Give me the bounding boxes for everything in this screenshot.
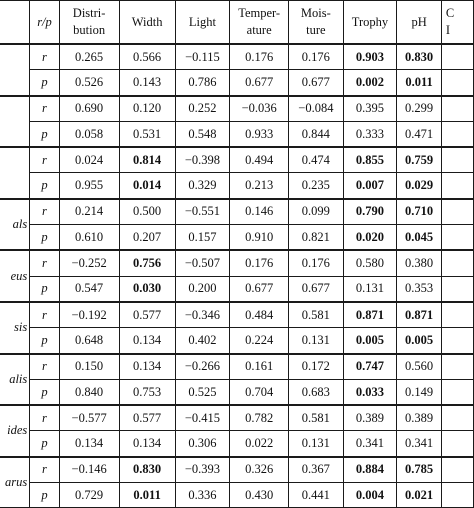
last-column-cell: [441, 225, 473, 251]
temperature-cell: 0.910: [230, 225, 289, 251]
distribution-cell: 0.024: [59, 147, 119, 173]
table-row: [0, 302, 474, 328]
last-column-cell: [441, 276, 473, 302]
distribution-cell: 0.058: [59, 121, 119, 147]
temperature-cell: 0.161: [230, 354, 289, 380]
trophy-cell: 0.580: [343, 250, 397, 276]
moisture-cell: 0.441: [289, 483, 343, 508]
rp-cell: p: [30, 431, 59, 457]
distribution-cell: −0.146: [59, 457, 119, 483]
light-cell: 0.200: [175, 276, 229, 302]
header-species: [0, 1, 30, 45]
width-cell: 0.014: [119, 173, 175, 199]
rp-cell: r: [30, 96, 59, 122]
trophy-cell: 0.341: [343, 431, 397, 457]
distribution-cell: 0.214: [59, 199, 119, 225]
distribution-cell: −0.252: [59, 250, 119, 276]
rp-cell: r: [30, 354, 59, 380]
rp-cell: p: [30, 483, 59, 508]
table-row: [0, 431, 474, 457]
ph-cell: 0.710: [397, 199, 441, 225]
species-name-cell: ides: [0, 405, 30, 457]
width-cell: 0.030: [119, 276, 175, 302]
distribution-cell: 0.648: [59, 328, 119, 354]
trophy-cell: 0.884: [343, 457, 397, 483]
trophy-cell: 0.389: [343, 405, 397, 431]
rp-cell: r: [30, 44, 59, 70]
width-cell: 0.756: [119, 250, 175, 276]
temperature-cell: 0.484: [230, 302, 289, 328]
last-column-cell: [441, 431, 473, 457]
width-cell: 0.577: [119, 302, 175, 328]
rp-cell: p: [30, 70, 59, 96]
species-name-cell: alis: [0, 354, 30, 406]
header-ph: pH: [397, 1, 441, 45]
width-cell: 0.830: [119, 457, 175, 483]
ph-cell: 0.029: [397, 173, 441, 199]
moisture-cell: 0.176: [289, 250, 343, 276]
table-row: [0, 379, 474, 405]
moisture-cell: 0.581: [289, 405, 343, 431]
ph-cell: 0.341: [397, 431, 441, 457]
temperature-cell: 0.782: [230, 405, 289, 431]
last-column-cell: [441, 147, 473, 173]
header-trophy: Trophy: [343, 1, 397, 45]
distribution-cell: 0.265: [59, 44, 119, 70]
species-name-cell: sis: [0, 302, 30, 354]
temperature-cell: −0.036: [230, 96, 289, 122]
moisture-cell: 0.677: [289, 70, 343, 96]
last-column-cell: [441, 44, 473, 70]
ph-cell: 0.389: [397, 405, 441, 431]
light-cell: −0.266: [175, 354, 229, 380]
ph-cell: 0.380: [397, 250, 441, 276]
species-name-cell: als: [0, 199, 30, 251]
ph-cell: 0.149: [397, 379, 441, 405]
distribution-cell: 0.840: [59, 379, 119, 405]
species-name-cell: arus: [0, 457, 30, 508]
table-row: [0, 44, 474, 70]
ph-cell: 0.759: [397, 147, 441, 173]
rp-cell: r: [30, 457, 59, 483]
temperature-cell: 0.213: [230, 173, 289, 199]
table-row: [0, 96, 474, 122]
moisture-cell: 0.235: [289, 173, 343, 199]
header-moisture: Mois- ture: [289, 1, 343, 45]
distribution-cell: 0.729: [59, 483, 119, 508]
light-cell: 0.336: [175, 483, 229, 508]
light-cell: 0.402: [175, 328, 229, 354]
species-name-cell: eus: [0, 250, 30, 302]
distribution-cell: 0.150: [59, 354, 119, 380]
ph-cell: 0.471: [397, 121, 441, 147]
rp-cell: r: [30, 147, 59, 173]
distribution-cell: 0.526: [59, 70, 119, 96]
light-cell: −0.551: [175, 199, 229, 225]
last-column-cell: [441, 199, 473, 225]
ph-cell: 0.830: [397, 44, 441, 70]
width-cell: 0.577: [119, 405, 175, 431]
last-column-cell: [441, 96, 473, 122]
temperature-cell: 0.022: [230, 431, 289, 457]
table-row: [0, 199, 474, 225]
moisture-cell: 0.821: [289, 225, 343, 251]
width-cell: 0.134: [119, 354, 175, 380]
header-last: C I: [441, 1, 473, 45]
header-distribution: Distri- bution: [59, 1, 119, 45]
temperature-cell: 0.176: [230, 44, 289, 70]
moisture-cell: 0.367: [289, 457, 343, 483]
distribution-cell: −0.577: [59, 405, 119, 431]
distribution-cell: 0.955: [59, 173, 119, 199]
moisture-cell: 0.474: [289, 147, 343, 173]
temperature-cell: 0.146: [230, 199, 289, 225]
last-column-cell: [441, 379, 473, 405]
trophy-cell: 0.790: [343, 199, 397, 225]
header-rp: r/p: [30, 1, 59, 45]
table-body: [0, 44, 474, 508]
moisture-cell: 0.131: [289, 328, 343, 354]
table-row: [0, 70, 474, 96]
last-column-cell: [441, 483, 473, 508]
temperature-cell: 0.326: [230, 457, 289, 483]
temperature-cell: 0.677: [230, 70, 289, 96]
width-cell: 0.500: [119, 199, 175, 225]
light-cell: 0.548: [175, 121, 229, 147]
ph-cell: 0.011: [397, 70, 441, 96]
width-cell: 0.753: [119, 379, 175, 405]
width-cell: 0.134: [119, 328, 175, 354]
rp-cell: p: [30, 121, 59, 147]
trophy-cell: 0.903: [343, 44, 397, 70]
rp-cell: r: [30, 250, 59, 276]
moisture-cell: 0.844: [289, 121, 343, 147]
last-column-cell: [441, 457, 473, 483]
light-cell: −0.398: [175, 147, 229, 173]
trophy-cell: 0.871: [343, 302, 397, 328]
distribution-cell: 0.134: [59, 431, 119, 457]
ph-cell: 0.871: [397, 302, 441, 328]
light-cell: −0.507: [175, 250, 229, 276]
header-row: [0, 1, 474, 45]
trophy-cell: 0.007: [343, 173, 397, 199]
light-cell: −0.346: [175, 302, 229, 328]
trophy-cell: 0.131: [343, 276, 397, 302]
table-row: [0, 276, 474, 302]
last-column-cell: [441, 173, 473, 199]
trophy-cell: 0.395: [343, 96, 397, 122]
light-cell: 0.329: [175, 173, 229, 199]
species-name-cell: [0, 44, 30, 96]
width-cell: 0.531: [119, 121, 175, 147]
temperature-cell: 0.494: [230, 147, 289, 173]
table-row: [0, 328, 474, 354]
moisture-cell: −0.084: [289, 96, 343, 122]
table-row: [0, 250, 474, 276]
ph-cell: 0.005: [397, 328, 441, 354]
width-cell: 0.814: [119, 147, 175, 173]
last-column-cell: [441, 405, 473, 431]
temperature-cell: 0.430: [230, 483, 289, 508]
distribution-cell: −0.192: [59, 302, 119, 328]
species-name-cell: [0, 147, 30, 199]
last-column-cell: [441, 302, 473, 328]
ph-cell: 0.785: [397, 457, 441, 483]
moisture-cell: 0.172: [289, 354, 343, 380]
table-row: [0, 405, 474, 431]
width-cell: 0.120: [119, 96, 175, 122]
trophy-cell: 0.005: [343, 328, 397, 354]
header-width: Width: [119, 1, 175, 45]
table-row: [0, 483, 474, 508]
last-column-cell: [441, 328, 473, 354]
last-column-cell: [441, 70, 473, 96]
species-name-cell: [0, 96, 30, 148]
distribution-cell: 0.610: [59, 225, 119, 251]
rp-cell: r: [30, 302, 59, 328]
header-light: Light: [175, 1, 229, 45]
width-cell: 0.134: [119, 431, 175, 457]
trophy-cell: 0.333: [343, 121, 397, 147]
header-temperature: Temper- ature: [230, 1, 289, 45]
light-cell: 0.252: [175, 96, 229, 122]
rp-cell: p: [30, 225, 59, 251]
rp-cell: p: [30, 173, 59, 199]
light-cell: −0.115: [175, 44, 229, 70]
distribution-cell: 0.547: [59, 276, 119, 302]
moisture-cell: 0.683: [289, 379, 343, 405]
light-cell: 0.525: [175, 379, 229, 405]
rp-cell: p: [30, 276, 59, 302]
table-row: [0, 147, 474, 173]
rp-cell: r: [30, 405, 59, 431]
rp-cell: r: [30, 199, 59, 225]
light-cell: 0.306: [175, 431, 229, 457]
rp-cell: p: [30, 328, 59, 354]
distribution-cell: 0.690: [59, 96, 119, 122]
trophy-cell: 0.855: [343, 147, 397, 173]
trophy-cell: 0.747: [343, 354, 397, 380]
table-row: [0, 354, 474, 380]
ph-cell: 0.353: [397, 276, 441, 302]
light-cell: −0.393: [175, 457, 229, 483]
table-row: [0, 457, 474, 483]
rp-cell: p: [30, 379, 59, 405]
ph-cell: 0.045: [397, 225, 441, 251]
last-column-cell: [441, 354, 473, 380]
temperature-cell: 0.933: [230, 121, 289, 147]
temperature-cell: 0.224: [230, 328, 289, 354]
light-cell: 0.157: [175, 225, 229, 251]
table-row: [0, 121, 474, 147]
moisture-cell: 0.581: [289, 302, 343, 328]
width-cell: 0.143: [119, 70, 175, 96]
trophy-cell: 0.020: [343, 225, 397, 251]
width-cell: 0.011: [119, 483, 175, 508]
ph-cell: 0.021: [397, 483, 441, 508]
table-row: [0, 173, 474, 199]
light-cell: −0.415: [175, 405, 229, 431]
moisture-cell: 0.677: [289, 276, 343, 302]
last-column-cell: [441, 121, 473, 147]
ph-cell: 0.299: [397, 96, 441, 122]
table-row: [0, 225, 474, 251]
trophy-cell: 0.004: [343, 483, 397, 508]
moisture-cell: 0.176: [289, 44, 343, 70]
temperature-cell: 0.677: [230, 276, 289, 302]
light-cell: 0.786: [175, 70, 229, 96]
moisture-cell: 0.131: [289, 431, 343, 457]
width-cell: 0.207: [119, 225, 175, 251]
temperature-cell: 0.176: [230, 250, 289, 276]
moisture-cell: 0.099: [289, 199, 343, 225]
ph-cell: 0.560: [397, 354, 441, 380]
last-column-cell: [441, 250, 473, 276]
temperature-cell: 0.704: [230, 379, 289, 405]
trophy-cell: 0.033: [343, 379, 397, 405]
width-cell: 0.566: [119, 44, 175, 70]
trophy-cell: 0.002: [343, 70, 397, 96]
